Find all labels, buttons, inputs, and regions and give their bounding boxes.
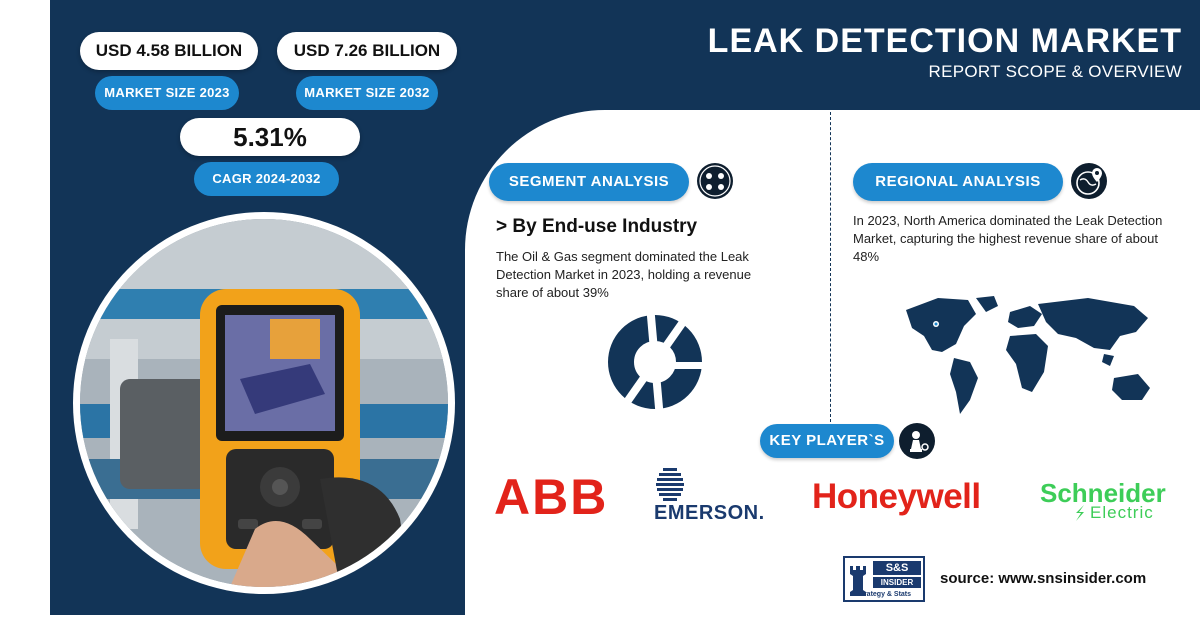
- schneider-logo: Schneider: [1040, 478, 1166, 508]
- bottom-white-strip: [0, 615, 1200, 628]
- segment-analysis-header: SEGMENT ANALYSIS: [489, 163, 689, 201]
- market-size-2032-label: MARKET SIZE 2032: [296, 76, 438, 110]
- segment-text: The Oil & Gas segment dominated the Leak Detection Market in 2023, holding a revenue share of about 39%: [496, 249, 752, 300]
- key-players-header: KEY PLAYER`S: [760, 424, 894, 458]
- left-white-strip: [0, 0, 50, 628]
- sns-logo-bottom: Strategy & Stats: [856, 591, 912, 598]
- regional-analysis-header: REGIONAL ANALYSIS: [853, 163, 1063, 201]
- emerson-globe-icon: [655, 468, 685, 502]
- market-size-2032-value: USD 7.26 BILLION: [277, 32, 457, 70]
- abb-wordmark: ABB: [494, 469, 609, 525]
- thermal-camera-photo: [80, 219, 448, 587]
- market-size-2023-value: USD 4.58 BILLION: [80, 32, 258, 70]
- segment-donut-chart: [605, 312, 705, 412]
- sns-logo-top: S&S: [873, 561, 921, 575]
- sns-logo-mid: INSIDER: [873, 577, 921, 588]
- player-pawn-icon: [899, 423, 935, 459]
- page-subtitle: REPORT SCOPE & OVERVIEW: [928, 62, 1182, 81]
- page-title: LEAK DETECTION MARKET: [707, 22, 1182, 60]
- market-size-2023-label: MARKET SIZE 2023: [95, 76, 239, 110]
- cagr-label: CAGR 2024-2032: [194, 162, 339, 196]
- emerson-wordmark: EMERSON.: [654, 502, 765, 524]
- sns-insider-logo: [843, 556, 925, 602]
- segment-subheading: > By End-use Industry: [496, 216, 698, 237]
- world-map: [898, 292, 1166, 422]
- people-network-icon: [697, 163, 733, 199]
- cagr-value: 5.31%: [180, 118, 360, 156]
- schneider-symbol-icon: [1072, 504, 1088, 522]
- globe-pin-icon: [1071, 163, 1107, 199]
- column-divider: [830, 112, 831, 422]
- thermal-camera-illustration: [80, 219, 448, 587]
- schneider-electric-subtitle: Electric: [1090, 503, 1154, 522]
- abb-logo: [494, 469, 609, 525]
- regional-text: In 2023, North America dominated the Leak Detection Market, capturing the highest revenue share of about 48%: [853, 213, 1163, 264]
- honeywell-logo: Honeywell: [812, 477, 981, 516]
- source-citation: source: www.snsinsider.com: [940, 570, 1147, 587]
